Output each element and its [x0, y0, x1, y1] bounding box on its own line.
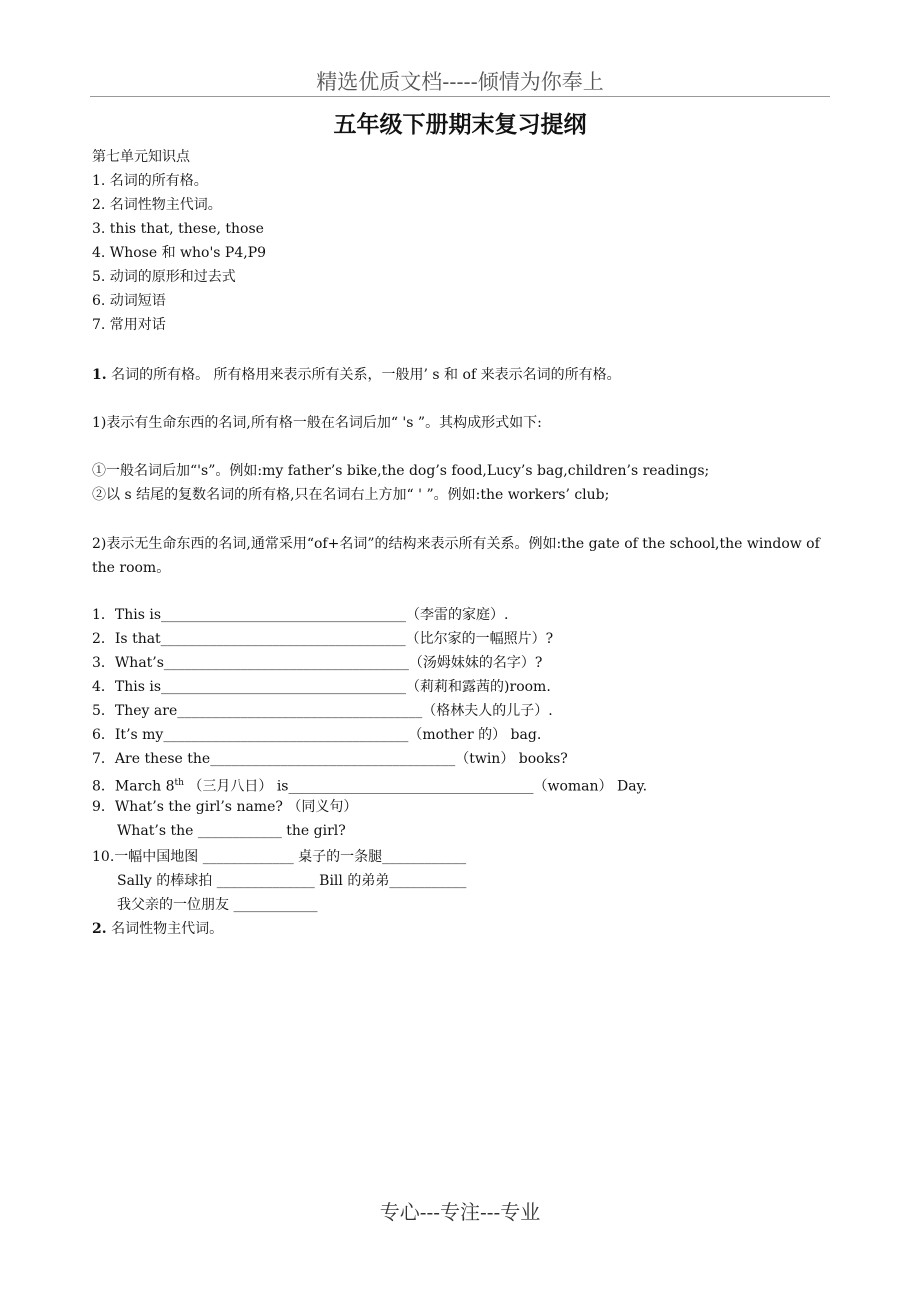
rule-2: 2)表示无生命东西的名词,通常采用“of+名词”的结构来表示所有关系。例如:the gate of the school,the window of the room。	[92, 536, 820, 576]
exercise-item: 7．Are these the___________________________________（twin） books?	[92, 751, 568, 767]
exercise-8-prefix: 8．March 8	[92, 778, 175, 795]
section-1-number: 1.	[92, 367, 107, 383]
page-footer: 专心---专注---专业	[379, 1200, 541, 1224]
exercise-item: 3．What’s___________________________________（汤姆妹妹的名字）?	[92, 655, 543, 671]
outline-heading: 第七单元知识点	[92, 149, 190, 165]
exercise-10-line-1: 10.一幅中国地图 _____________ 桌子的一条腿____________	[92, 849, 467, 865]
outline-item: 2. 名词性物主代词。	[92, 197, 222, 213]
outline-item: 6. 动词短语	[92, 293, 166, 309]
outline-item: 1. 名词的所有格。	[92, 173, 208, 189]
outline-item: 7. 常用对话	[92, 317, 166, 333]
rule-1: 1)表示有生命东西的名词,所有格一般在名词后加“ 's ”。其构成形式如下:	[92, 415, 542, 431]
rule-1a: ①一般名词后加“'s”。例如:my father’s bike,the dog’s food,Lucy’s bag,children’s readings;	[92, 463, 710, 479]
exercise-item: 6．It’s my___________________________________（mother 的） bag.	[92, 727, 542, 743]
exercise-item: 2．Is that___________________________________（比尔家的一幅照片）?	[92, 631, 554, 647]
exercise-8	[92, 774, 647, 796]
exercise-item: 1．This is___________________________________（李雷的家庭）.	[92, 607, 509, 623]
section-1-heading	[92, 366, 621, 384]
document-title: 五年级下册期末复习提纲	[333, 111, 587, 138]
outline-item: 5. 动词的原形和过去式	[92, 269, 236, 285]
exercise-8-superscript: th	[174, 778, 184, 788]
section-2-text: 名词性物主代词。	[106, 921, 224, 937]
header-divider	[90, 96, 830, 97]
exercise-8-rest: （三月八日） is___________________________________（woman） Day.	[183, 778, 648, 795]
exercise-9-question: 9．What’s the girl’s name? （同义句）	[92, 799, 358, 815]
section-1-text: 名词的所有格。 所有格用来表示所有关系，一般用’ s 和 of 来表示名词的所有格。	[106, 367, 621, 383]
exercise-10-line-2: Sally 的棒球拍 ______________ Bill 的弟弟___________	[117, 873, 467, 889]
exercise-item: 5．They are___________________________________（格林夫人的儿子）.	[92, 703, 553, 719]
exercise-item: 4．This is___________________________________（莉莉和露茜的)room.	[92, 679, 551, 695]
rule-1b: ②以 s 结尾的复数名词的所有格,只在名词右上方加“ ' ”。例如:the workers’ club;	[92, 487, 610, 503]
exercise-9-answer: What’s the ____________ the girl?	[117, 823, 346, 839]
exercise-10-line-3: 我父亲的一位朋友 ____________	[117, 897, 318, 913]
outline-item: 3. this that, these, those	[92, 221, 264, 237]
section-2-heading	[92, 920, 223, 938]
section-2-number: 2.	[92, 921, 107, 937]
outline-item: 4. Whose 和 who's P4,P9	[92, 245, 267, 261]
page-header: 精选优质文档-----倾情为你奉上	[316, 70, 604, 94]
